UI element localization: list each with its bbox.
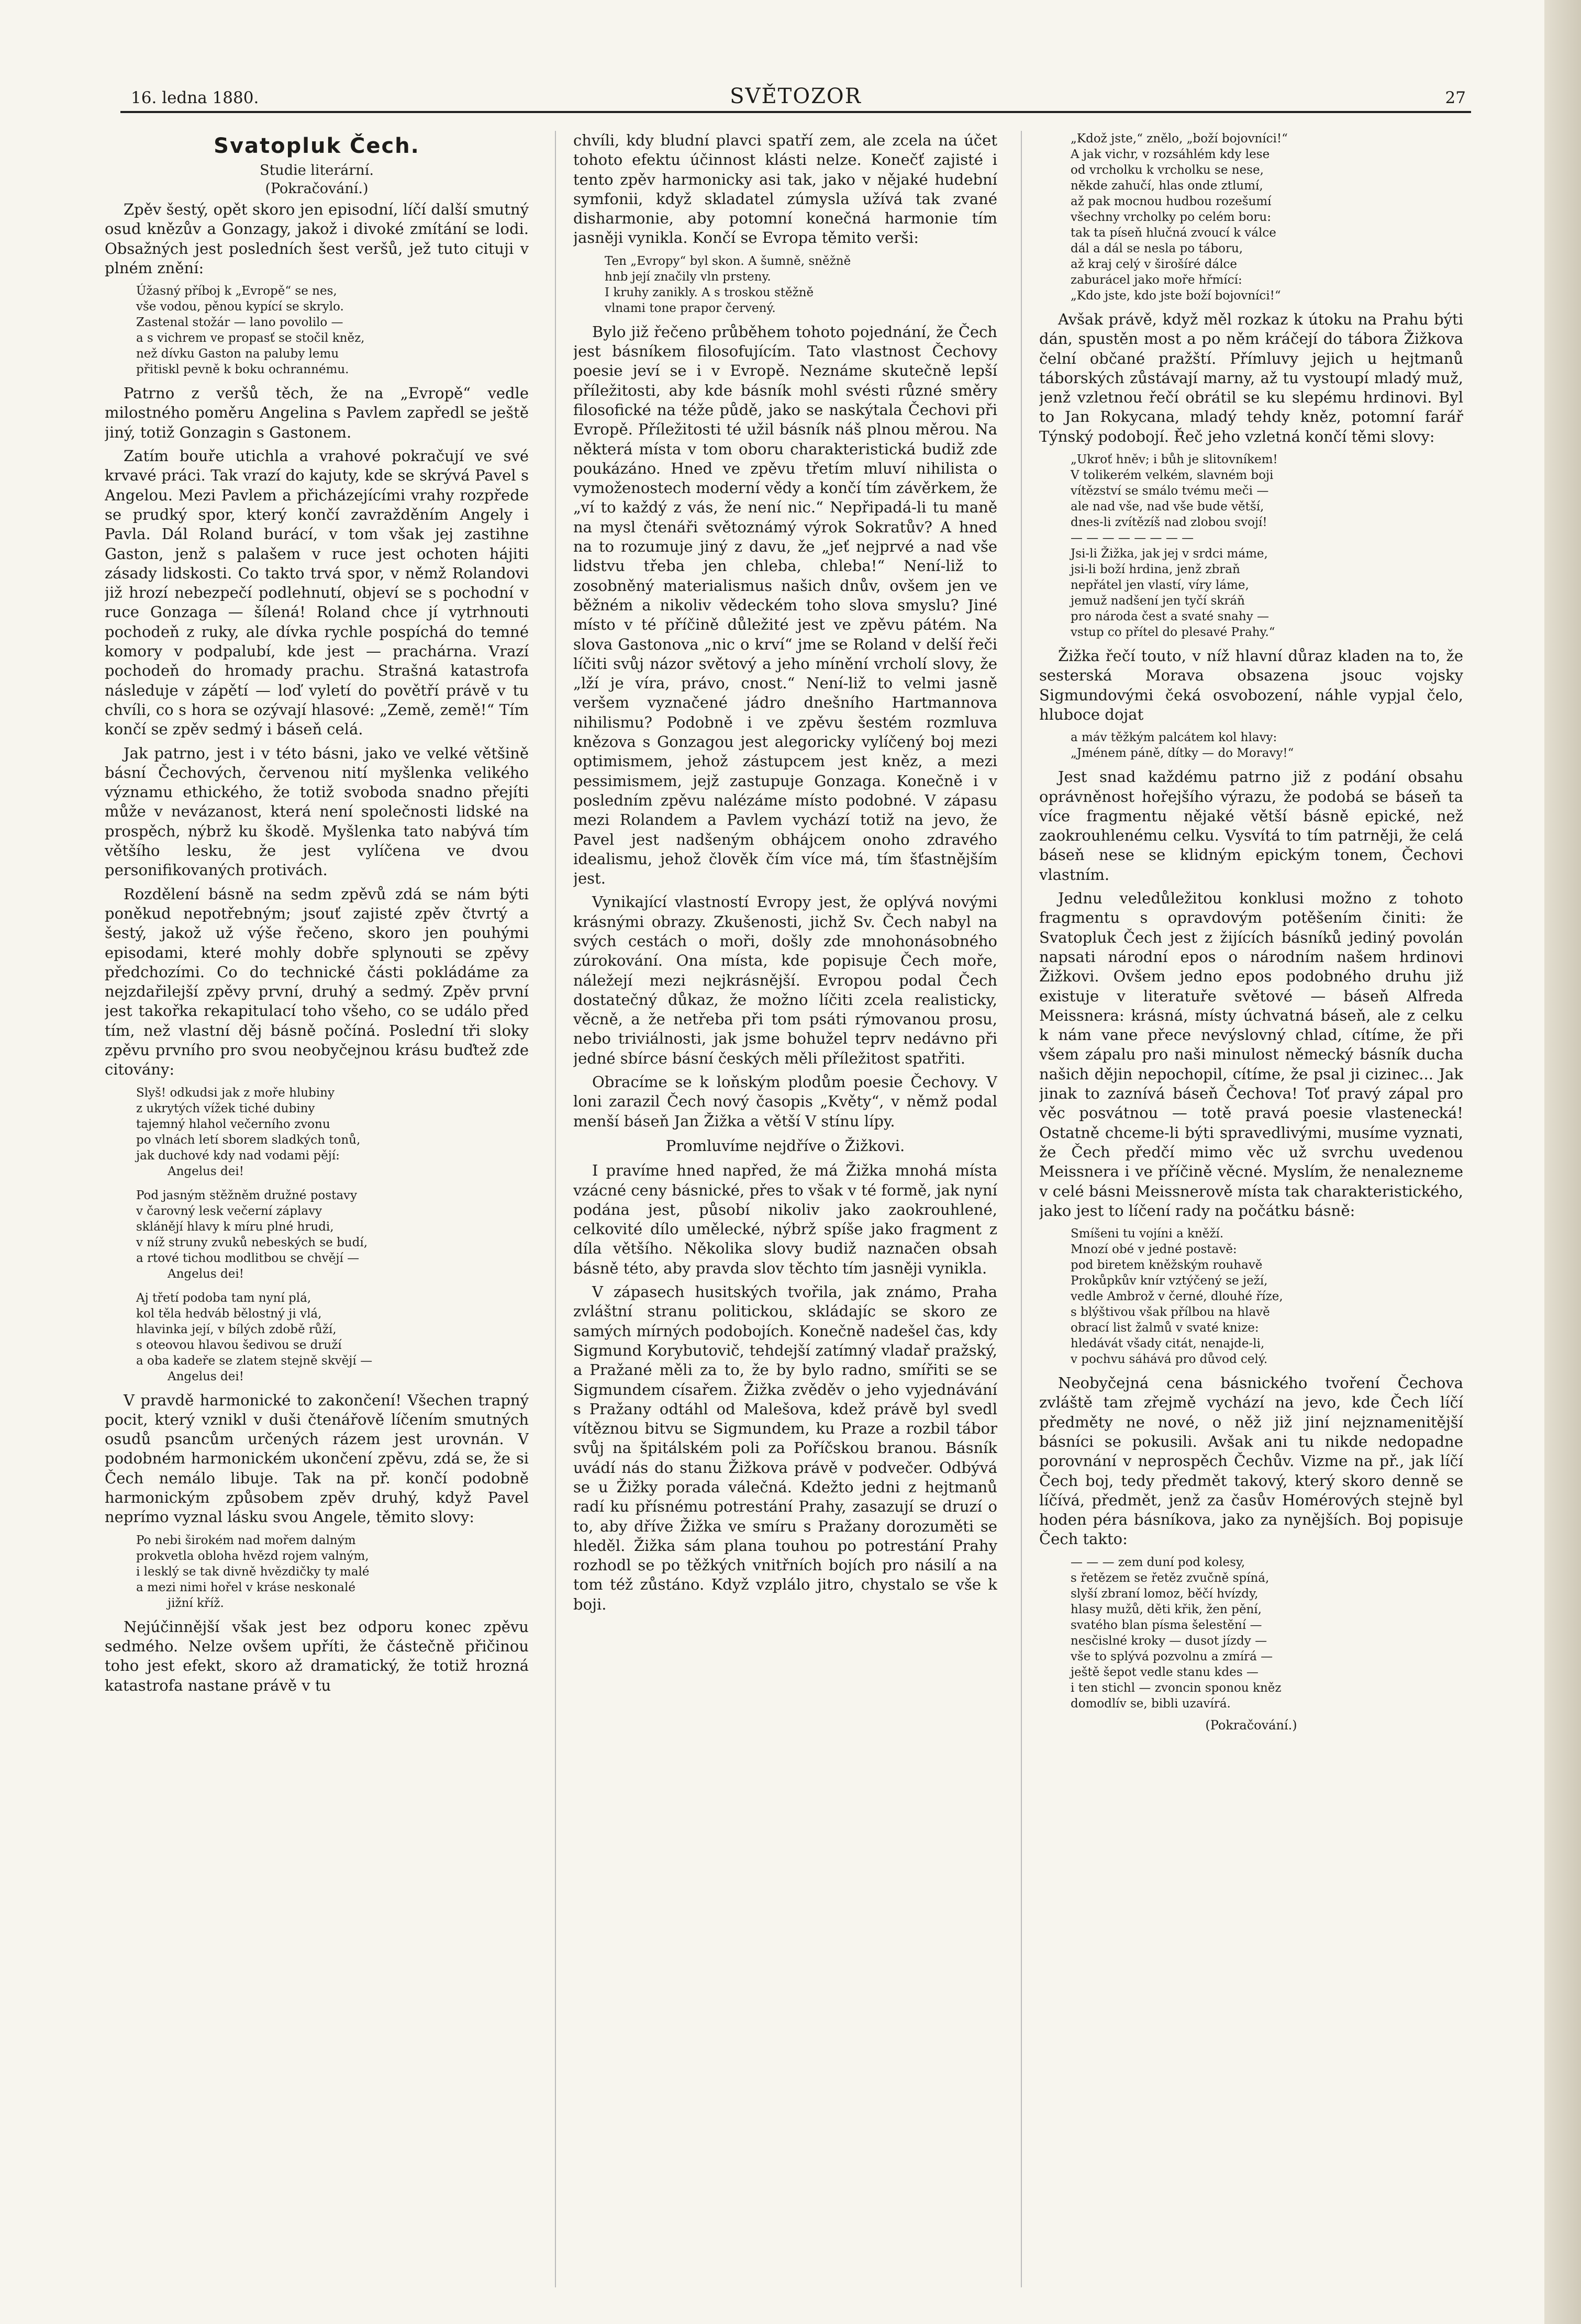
verse-line: někde zahučí, hlas onde ztlumí, [1071, 179, 1263, 193]
verse-line: ale nad vše, nad vše bude větší, [1071, 500, 1264, 514]
verse-line: Pod jasným stěžněm družné postavy [136, 1188, 358, 1202]
page-header [120, 86, 1471, 113]
verse-line: domodlív se, bibli uzavírá. [1071, 1696, 1231, 1711]
verse-line: Angelus dei! [168, 1369, 244, 1383]
paragraph: V pravdě harmonické to zakončení! Všechen trapný pocit, který vznikl v duši čtenářově líčením smutných osudů psancům určených rázem jest urovnán. V podobném harmonickém ukončení zpěvu, zdá se, že si Čech nemálo libuje. Tak na př. končí podobně harmonickým způsobem zpěv druhý, když Pavel neprímo vyznal lásku svou Angele, těmito slovy: [105, 1391, 529, 1526]
paragraph: Jednu veledůležitou konklusi možno z tohoto fragmentu s opravdovým potěšením činiti: že Svatopluk Čech jest z žijících básníků jediný povolán napsati národní epos o národním našem hrdinovi Žižkovi. Ovšem jedno epos podobného druhu již existuje v literatuře světové — báseň Alfreda Meissnera: krásná, místy úchvatná báseň, ale z celku k nám vane přece nevýslovný chlad, cítíme, že při všem zápalu pro naši minulost německý básník ducha našich dějin nepochopil, cítíme, že psal ji cizinec... Jak jinak to zaznívá báseň Čechova! Toť pravý zápal pro věc posvátnou — totě pravá poesie vlastenecká! Ostatně chceme-li býti spravedlivými, musíme vyznati, že Čech předčí mimo věc už svrchu uvedenou Meissnera i ve příčině věcné. Myslím, že nenalezneme v celé básni Meissnerově místa tak charakteristického, jako jest to líčení rady na počátku básně: [1039, 889, 1463, 1220]
verse-line: Jsi-li Žižka, jak jej v srdci máme, [1071, 547, 1268, 561]
verse-line: Angelus dei! [168, 1164, 244, 1178]
verse-block [1071, 131, 1463, 304]
verse-line: sklánějí hlavy k míru plné hrudi, [136, 1220, 334, 1234]
verse-line: dál a dál se nesla po táboru, [1071, 242, 1243, 255]
verse-line: a máv těžkým palcátem kol hlavy: [1071, 731, 1277, 745]
header-date: 16. ledna 1880. [131, 88, 259, 107]
verse-line: Angelus dei! [168, 1267, 244, 1281]
verse-line: Po nebi širokém nad mořem dalným [136, 1533, 356, 1547]
paragraph: Jest snad každému patrno již z podání obsahu oprávněnost hořejšího výrazu, že podobá se báseň ta více fragmentu nějaké větší básně epické, než zaokrouhlenému celku. Vysvítá to tím patrněji, že celá báseň nese se klidným epickým tonem, Čechovi vlastním. [1039, 768, 1463, 884]
verse-line: jsi-li boží hrdina, jenž zbraň [1071, 563, 1240, 577]
verse-line: v níž struny zvuků nebeských se budí, [136, 1235, 368, 1249]
page-number: 27 [1445, 88, 1466, 107]
verse-line: tajemný hlahol večerního zvonu [136, 1117, 330, 1131]
column-1 [105, 131, 529, 2287]
verse-line: ještě šepot vedle stanu kdes — [1071, 1665, 1259, 1679]
verse-line: vše to splývá pozvolnu a zmírá — [1071, 1649, 1273, 1663]
verse-line: i lesklý se tak divně hvězdičky ty malé [136, 1565, 370, 1579]
verse-line: a mezi nimi hořel v kráse neskonalé [136, 1580, 355, 1594]
verse-line: „Jménem páně, dítky — do Moravy!“ [1071, 746, 1294, 761]
verse-line: Ten „Evropy“ byl skon. A šumně, sněžně [605, 254, 851, 268]
article-heading [105, 134, 529, 197]
verse-line: jižní kříž. [168, 1596, 224, 1610]
verse-line: než dívku Gaston na paluby lemu [136, 347, 339, 361]
verse-block [1071, 1555, 1463, 1712]
verse-line: s řetězem se řetěz zvučně spíná, [1071, 1571, 1270, 1585]
verse-line: až kraj celý v širošíré dálce [1071, 258, 1238, 271]
verse-line: prokvetla obloha hvězd rojem valným, [136, 1549, 369, 1563]
paragraph: Obracíme se k loňským plodům poesie Čechovy. V loni zarazil Čech nový časopis „Květy“, v němž podal menší báseň Jan Žižka a větší V stínu lípy. [573, 1073, 997, 1130]
column-divider [1021, 131, 1022, 2287]
verse-line: nesčislné kroky — dusot jízdy — [1071, 1634, 1267, 1648]
paragraph: Jak patrno, jest i v této básni, jako ve velké většině básní Čechových, červenou nití myšlenka velikého významu ethického, že totiž svoboda snadno přejíti může v nevázanost, která není společnosti lidské na prospěch, nýbrž ku škodě. Myšlenka tato nabývá tím většího lesku, že jest vylíčena ve dvou personifikovaných protivách. [105, 744, 529, 879]
verse-line: jak duchové kdy nad vodami pějí: [136, 1148, 340, 1163]
paragraph: Bylo již řečeno průběhem tohoto pojednání, že Čech jest básníkem filosofujícím. Tato vlastnost Čechovy poesie jeví se i v Evropě. Neznáme skutečně lepší příležitosti, aby kde básník mohl svésti různé směry filosofické na téže půdě, jako se naskýtala Čechovi při Evropě. Příležitosti té užil básník náš plnou měrou. Na některá místa v tom oboru charakteristická budiž zde poukázáno. Hned ve zpěvu třetím mluví nihilista o vymoženostech moderní vědy a končí tím závěrkem, že „ví to každý z vás, že není nic.“ Nepřipadá-li tu maně na mysl čtenáři světoznámý výrok Sokratův? A hned na to rozumuje jiný z davu, že „jeť nejprvé a nad vše lidstvu třeba jen chleba, chleba!“ Není-liž to zosobněný materialismus našich dnův, ovšem jen ve běžném a nikoliv vědeckém toho slova smyslu? Jiné místo v té příčině důležité jest ve zpěvu pátém. Na slova Gastonova „nic o krví“ jme se Roland v delší řeči líčiti svůj názor světový a jeho mínění vrcholí slovy, že „lží je víra, právo, cnost.“ Není-liž to velmi jasně veršem vyznačené jádro dnešního Hartmannova nihilismu? Podobně i ve zpěvu šestém rozmluva knězova s Gonzagou jest alegoricky vylíčený boj mezi optimismem, jehož zástupcem jest kněz, a mezi pessimismem, jejž zastupuje Gonzaga. Konečně i v posledním zpěvu nalézáme místo podobné. V zápasu mezi Rolandem a Pavlem vychází totiž na jevo, že Pavel jest nadšeným obhájcem onoho zdravého idealismu, jehož člověk čím více má, tím šťastnějším jest. [573, 322, 997, 888]
verse-line: Zastenal stožár — lano povolilo — [136, 316, 343, 330]
verse-line: dnes-li zvítězíš nad zlobou svojí! [1071, 516, 1267, 530]
verse-line: Prokůpkův knír vztýčený se ježí, [1071, 1274, 1268, 1288]
verse-line: zaburácel jako moře hřmící: [1071, 273, 1242, 287]
verse-line: pro národa čest a svaté snahy — [1071, 610, 1269, 624]
verse-line: i ten stichl — zvoncin sponou kněz [1071, 1681, 1282, 1695]
verse-line: po vlnách letí sborem sladkých tonů, [136, 1133, 361, 1147]
verse-line: tak ta píseň hlučná zvoucí k válce [1071, 226, 1276, 240]
article-subtitle: Studie literární. [260, 162, 374, 178]
verse-line: „Kdož jste,“ znělo, „boží bojovníci!“ [1071, 132, 1288, 146]
verse-line: svatého blan písma šelestění — [1071, 1618, 1262, 1632]
verse-line: Mnozí obé v jedné postavě: [1071, 1243, 1237, 1257]
continuation-footer: (Pokračování.) [1205, 1717, 1297, 1733]
verse-block [605, 253, 997, 316]
verse-line: V tolikerém velkém, slavném boji [1071, 468, 1274, 483]
paragraph: Zatím bouře utichla a vrahové pokračují ve své krvavé práci. Tak vrazí do kajuty, kde se skrývá Pavel s Angelou. Mezi Pavlem a přicházejícími vrahy rozpřede se prudký spor, který končí zavražděním Angely i Pavla. Dál Roland burácí, v tom však jej zastihne Gaston, jenž s palašem v ruce jest ochoten hájiti zásady lidskosti. Co takto trvá spor, v němž Rolandovi již hrozí nebezpečí podlehnutí, objeví se s pochodní v ruce Gonzaga — šílená! Roland chce jí vytrhnouti pochodeň z ruky, ale dívka rychle pospíchá do temné komory v podpalubí, kde jest — prachárna. Vrazí pochodeň do hromady prachu. Strašná katastrofa následuje v zápětí — loď vyletí do povětří právě v tu chvíli, co s hora se ozývají hlasové: „Země, země!“ Tím končí se zpěv sedmý i báseň celá. [105, 447, 529, 739]
verse-line: A jak vichr, v rozsáhlém kdy lese [1071, 148, 1270, 161]
verse-block [136, 1533, 529, 1611]
verse-line: všechny vrcholky po celém boru: [1071, 210, 1271, 224]
verse-line: kol těla hedváb bělostný ji vlá, [136, 1306, 322, 1321]
verse-block [136, 283, 529, 377]
verse-line: a oba kadeře se zlatem stejně skvějí — [136, 1354, 373, 1368]
verse-line: Aj třetí podoba tam nyní plá, [136, 1291, 311, 1305]
verse-line: obrací list žalmů v svaté knize: [1071, 1321, 1259, 1335]
journal-title: SVĚTOZOR [730, 84, 862, 108]
verse-line: od vrcholku k vrcholku se nese, [1071, 163, 1264, 177]
verse-line: I kruhy zanikly. A s troskou stěžně [605, 285, 814, 299]
verse-line: vstup co přítel do plesavé Prahy.“ [1071, 625, 1275, 640]
verse-block [1071, 730, 1463, 761]
verse-line: vlnami tone prapor červený. [605, 301, 776, 315]
verse-block [1071, 452, 1463, 640]
verse-line: v čarovný lesk večerní záplavy [136, 1204, 322, 1218]
verse-line: hnb její značily vln prsteny. [605, 270, 771, 284]
verse-line: hledávát všady citát, nenajde-li, [1071, 1337, 1265, 1351]
verse-line: s oteovou hlavou šedivou se druží [136, 1338, 342, 1352]
verse-line: slyší zbraní lomoz, běčí hvízdy, [1071, 1586, 1259, 1601]
verse-line: Úžasný příboj k „Evropě“ se nes, [136, 284, 337, 298]
verse-line: až pak mocnou hudbou rozešumí [1071, 195, 1272, 208]
paragraph: Patrno z veršů těch, že na „Evropě“ vedle milostného poměru Angelina s Pavlem zapředl se ještě jiný, totiž Gonzagin s Gastonem. [105, 384, 529, 441]
paragraph: Neobyčejná cena básnického tvoření Čechova zvláště tam zřejmě vychází na jevo, kde Čech líčí předměty ne nové, o něž již jiní nejznamenitější básníci se pokusili. Avšak ani tu nikde nedopadne porovnání v neprospěch Čechův. Vizme na př., jak líčí Čech boj, tedy předmět takový, který skoro denně se líčívá, předmět, jenž za časův Homérových stejně byl hoden péra básníkova, jako za nynějších. Boj popisuje Čech takto: [1039, 1374, 1463, 1548]
column-2 [573, 131, 997, 2287]
paragraph: chvíli, kdy bludní plavci spatří zem, ale zcela na účet tohoto efektu účinnost klásti nelze. Konečť zajisté i tento zpěv harmonicky asi tak, jako v nějaké hudební symfonii, když skladatel zúmysla užívá tak zvané disharmonie, aby potomní konečná harmonie tím jasněji vynikla. Končí se Evropa těmito verši: [573, 131, 997, 247]
verse-line: — — — — — — — — [1071, 531, 1194, 545]
verse-line: „Ukroť hněv; i bůh je slitovníkem! [1071, 453, 1278, 467]
paragraph: Vynikající vlastností Evropy jest, že oplývá novými krásnými obrazy. Zkušenosti, jichž Sv. Čech nabyl na svých cestách o moři, došly zde mnohonásobného zúrokování. Ona místa, kde popisuje Čech moře, náležejí mezi nejkrásnější. Evropou podal Čech dostatečný důkaz, že možno líčiti zcela realisticky, věcně, a že netřeba při tom psáti rýmovanou prosu, nebo triviálnosti, jak jsme bohužel teprv nedávno při jedné sbírce básní českých měli příležitost spatřiti. [573, 893, 997, 1067]
paragraph: I pravíme hned napřed, že má Žižka mnohá místa vzácné ceny básnické, přes to však v té formě, jak nyní podána jest, působí nikoliv jako zaokrouhlené, celkovité dílo umělecké, nýbrž spíše jako fragment z díla většího. Několika slovy budiž naznačen obsah básně této, aby pravda slov těchto tím jasněji vynikla. [573, 1161, 997, 1277]
continuation-note: (Pokračování.) [265, 181, 369, 197]
column-3 [1039, 131, 1463, 2287]
verse-line: Slyš! odkudsi jak z moře hlubiny [136, 1086, 335, 1100]
verse-line: s blýštivou však přílbou na hlavě [1071, 1305, 1270, 1320]
verse-line: Smíšeni tu vojíni a kněží. [1071, 1227, 1224, 1241]
verse-line: z ukrytých vížek tiché dubiny [136, 1101, 315, 1115]
verse-line: v pochvu sáhává pro důvod celý. [1071, 1353, 1268, 1367]
article-title: Svatopluk Čech. [214, 134, 420, 158]
verse-line: a rtové tichou modlitbou se chvějí — [136, 1251, 360, 1265]
verse-line: vedle Ambrož v černé, dlouhé říze, [1071, 1290, 1283, 1304]
page-edge-strip [1544, 0, 1581, 2324]
verse-block [1071, 1226, 1463, 1367]
verse-line: vítězství se smálo tvému meči — [1071, 484, 1269, 498]
verse-block [136, 1085, 529, 1384]
paragraph: Žižka řečí touto, v níž hlavní důraz kladen na to, že sesterská Morava obsazena jsouc vojsky Sigmundovými čeká osvobození, náhle vypjal čelo, hluboce dojat [1039, 647, 1463, 723]
section-heading: Promluvíme nejdříve o Žižkovi. [665, 1136, 905, 1155]
paragraph: Nejúčinnější však jest bez odporu konec zpěvu sedmého. Nelze ovšem upříti, že částečně přičinou toho jest efekt, skoro až dramatický, že totiž hrozná katastrofa nastane právě v tu [105, 1617, 529, 1694]
verse-line: — — — zem duní pod kolesy, [1071, 1555, 1245, 1569]
verse-line: pod biretem kněžským rouhavě [1071, 1258, 1263, 1272]
verse-line: „Kdo jste, kdo jste boží bojovníci!“ [1071, 289, 1281, 303]
paragraph: V zápasech husitských tvořila, jak známo, Praha zvláštní stranu politickou, skládajíc se skoro ze samých mírných podobojích. Konečně nadešel čas, kdy Sigmund Korybutovič, tehdejší zatímný vladař pražský, a Pražané měli za to, že by bylo radno, smířiti se se Sigmundem císařem. Žižka zvěděv o jeho vyjednávání s Pražany odtáhl od Malešova, kdež právě byl svedl vítěznou bitvu se Sigmundem, ku Praze a rozbil tábor svůj na špitálském poli za Poříčskou branou. Básník uvádí nás do stanu Žižkova právě v podvečer. Odbývá se u Žižky porada válečná. Kdežto jedni z hejtmanů radí ku přísnému potrestání Prahy, zasazují se druzí o to, aby dříve Žižka ve smíru s Pražany dorozuměti se hleděl. Žižka sám plana touhou po potrestání Prahy rozhodl se po těžkých vnitřních bojích pro násilí a na tom též zůstáno. Když vzplálo jitro, chystalo se vše k boji. [573, 1283, 997, 1613]
header-rule [120, 111, 1471, 113]
paragraph: Rozdělení básně na sedm zpěvů zdá se nám býti poněkud nepotřebným; jsouť zajisté zpěv čtvrtý a šestý, jakož už výše řečeno, skoro jen pouhými episodami, které mohly dobře splynouti se zpěvy předchozími. Co do technické části pokládáme za nejzdařilejší zpěvy první, druhý a sedmý. Zpěv první jest takořka rekapitulací toho všeho, co se událo před tím, než vlastní děj básně počíná. Poslední tři sloky zpěvu prvního pro svou neobyčejnou krásu buďtež zde citovány: [105, 885, 529, 1079]
paragraph: Avšak právě, když měl rozkaz k útoku na Prahu býti dán, spustěn most a po něm kráčejí do tábora Žižkova čelní občané pražští. Přímluvy jejich u hejtmanů táborských zůstávají marny, až tu vystoupí mladý muž, jenž vzletnou řečí obrátil se ku slepému hrdinovi. Byl to Jan Rokycana, mladý tehdy kněz, potomní farář Týnský podobojí. Řeč jeho vzletná končí těmi slovy: [1039, 310, 1463, 445]
verse-line: nepřátel jen vlastí, víry láme, [1071, 578, 1249, 593]
verse-line: hlavinka její, v bílých zdobě růží, [136, 1322, 337, 1336]
verse-line: hlasy mužů, děti křik, žen pění, [1071, 1602, 1262, 1616]
column-divider [555, 131, 556, 2287]
verse-line: přitiskl pevně k boku ochrannému. [136, 363, 349, 377]
verse-line: jemuž nadšení jen tyčí skráň [1071, 594, 1245, 608]
paragraph: Zpěv šestý, opět skoro jen episodní, líčí další smutný osud knězův a Gonzagy, jakož i divoké zmítání se lodi. Obsažných jest posledních šest veršů, jež tuto cituji v plném znění: [105, 200, 529, 277]
verse-line: vše vodou, pěnou kypící se skrylo. [136, 300, 344, 314]
verse-line: a s vichrem ve propasť se stočil kněz, [136, 331, 365, 345]
